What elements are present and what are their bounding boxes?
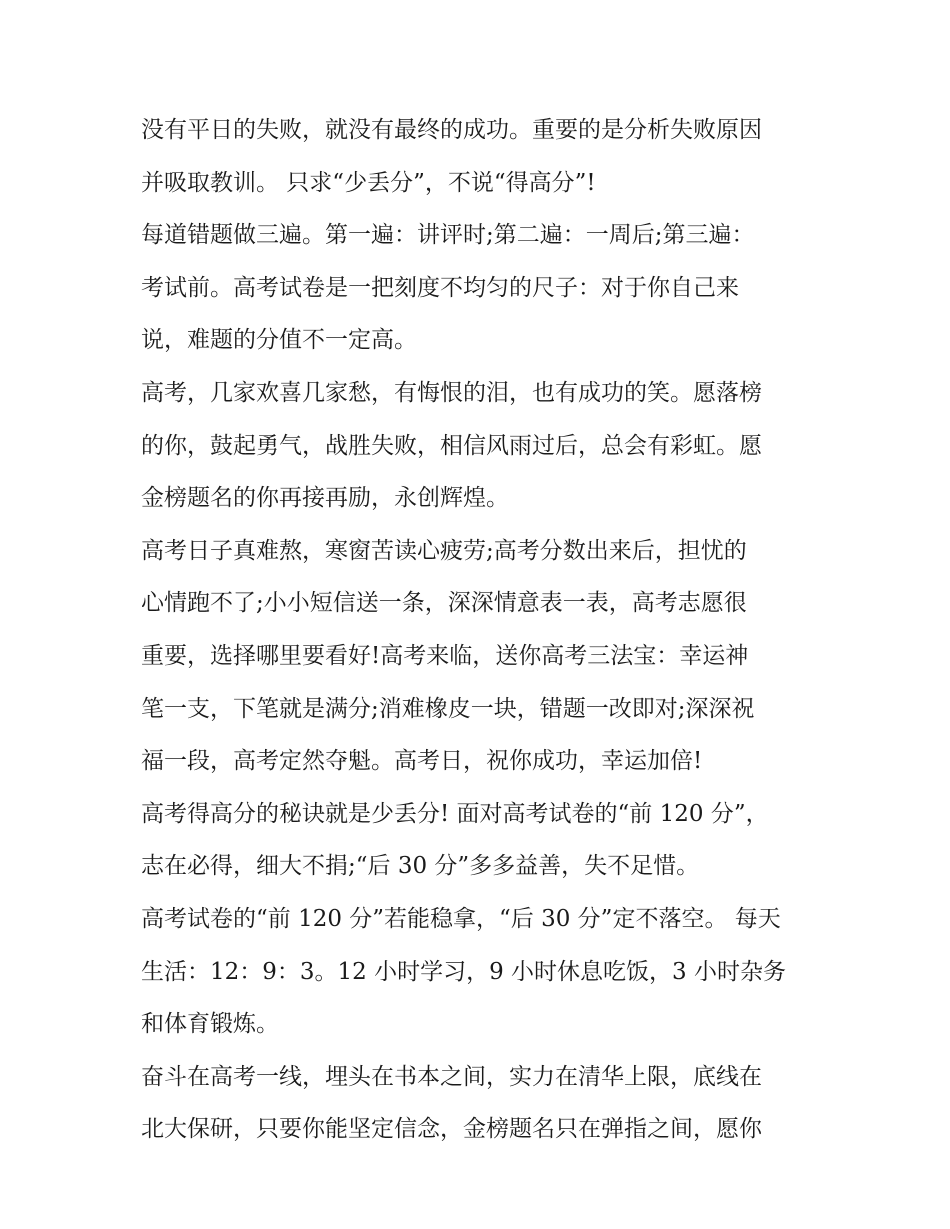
text-line: 高考试卷的“前 120 分”若能稳拿，“后 30 分”定不落空。 每天 <box>141 905 781 932</box>
text-line: 的你，鼓起勇气，战胜失败，相信风雨过后，总会有彩虹。愿 <box>141 432 762 459</box>
text-line: 生活：12：9：3。12 小时学习，9 小时休息吃饭，3 小时杂务 <box>141 958 786 985</box>
text-line: 奋斗在高考一线，埋头在书本之间，实力在清华上限，底线在 <box>141 1063 762 1090</box>
text-line: 心情跑不了;小小短信送一条，深深情意表一表，高考志愿很 <box>141 590 747 617</box>
text-line: 笔一支，下笔就是满分;消难橡皮一块，错题一改即对;深深祝 <box>141 695 755 722</box>
text-line: 高考，几家欢喜几家愁，有悔恨的泪，也有成功的笑。愿落榜 <box>141 379 762 406</box>
text-line: 和体育锻炼。 <box>141 1011 279 1038</box>
text-line: 金榜题名的你再接再励，永创辉煌。 <box>141 485 509 512</box>
text-line: 没有平日的失败，就没有最终的成功。重要的是分析失败原因 <box>141 117 762 143</box>
text-line: 考试前。高考试卷是一把刻度不均匀的尺子：对于你自己来 <box>141 274 739 301</box>
text-line: 福一段，高考定然夺魁。高考日，祝你成功，幸运加倍! <box>141 748 703 775</box>
text-line: 北大保研，只要你能坚定信念，金榜题名只在弹指之间，愿你 <box>141 1116 762 1143</box>
text-line: 并吸取教训。 只求“少丢分”，不说“得高分”! <box>141 169 596 196</box>
text-line: 志在必得，细大不捐;“后 30 分”多多益善，失不足惜。 <box>141 853 700 880</box>
text-line: 高考得高分的秘诀就是少丢分! 面对高考试卷的“前 120 分”， <box>141 800 769 827</box>
text-line: 说，难题的分值不一定高。 <box>141 327 417 354</box>
text-line: 重要，选择哪里要看好!高考来临，送你高考三法宝：幸运神 <box>141 642 749 669</box>
text-line: 每道错题做三遍。第一遍：讲评时;第二遍：一周后;第三遍： <box>141 222 755 249</box>
document-body-text <box>141 104 821 1156</box>
text-line: 高考日子真难熬，寒窗苦读心疲劳;高考分数出来后，担忧的 <box>141 537 747 564</box>
